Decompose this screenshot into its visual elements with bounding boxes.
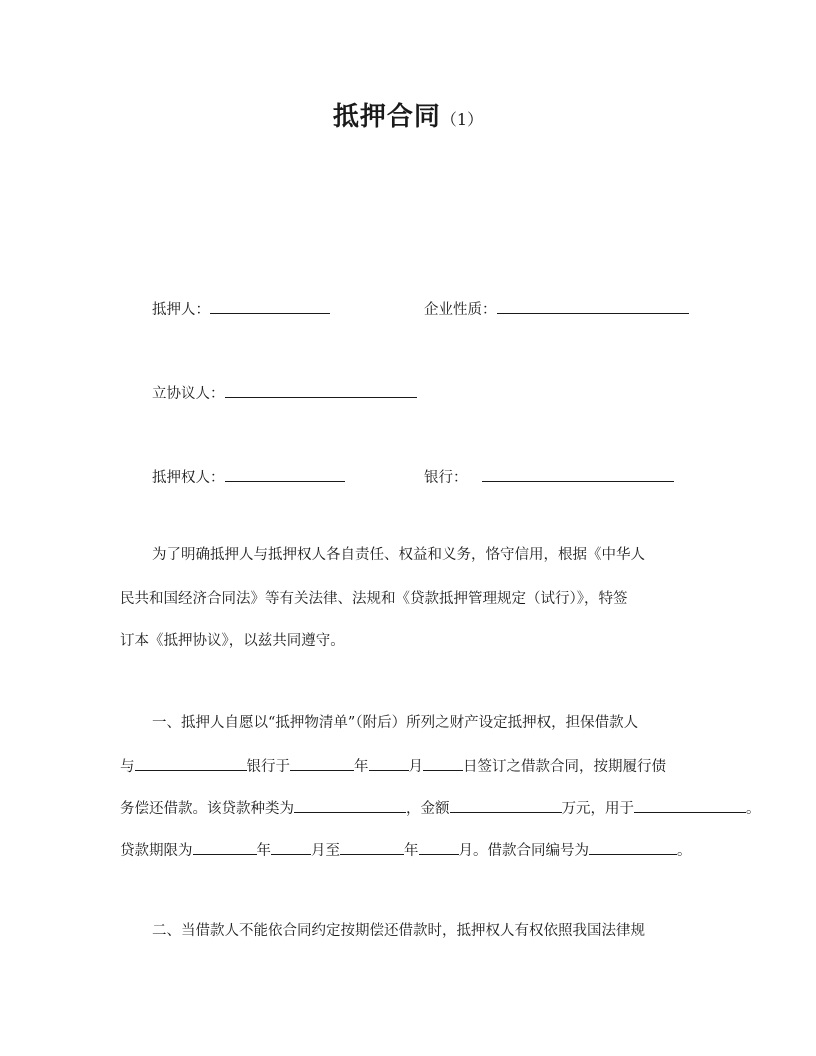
clause1-line-4	[120, 839, 692, 861]
bank-label: 银行：	[424, 470, 468, 486]
end-month-blank	[419, 839, 459, 855]
start-year-blank	[193, 839, 257, 855]
mortgagee-label: 抵押权人：	[152, 470, 225, 486]
party-label: 立协议人：	[152, 386, 225, 402]
year-blank	[290, 755, 354, 771]
text-month-to: 月至	[311, 843, 340, 859]
contract-no-blank	[589, 839, 677, 855]
text-with: 与	[120, 759, 135, 775]
start-month-blank	[271, 839, 311, 855]
text-contract-no: 月。借款合同编号为	[458, 843, 589, 859]
text-month: 月	[408, 759, 423, 775]
text-period: 。	[746, 801, 761, 817]
bank-blank	[482, 466, 674, 482]
mortgagor-field	[152, 298, 330, 320]
enterprise-field	[424, 298, 689, 320]
title-suffix: （1）	[440, 110, 484, 129]
title-main: 抵押合同	[332, 102, 441, 132]
text-year: 年	[256, 843, 271, 859]
mortgagor-blank	[210, 298, 330, 314]
preamble-line-3: 订本《抵押协议》，以兹共同遵守。	[120, 633, 345, 649]
day-blank	[423, 755, 463, 771]
preamble-line-2: 民共和国经济合同法》等有关法律、法规和《贷款抵押管理规定（试行）》，特签	[120, 591, 628, 607]
text-bank-on: 银行于	[246, 759, 290, 775]
mortgagor-label: 抵押人：	[152, 302, 210, 318]
enterprise-blank	[497, 298, 689, 314]
text-term: 贷款期限为	[120, 843, 193, 859]
party-blank	[225, 382, 417, 398]
clause1-line-3	[120, 797, 761, 819]
bank-field	[424, 466, 674, 488]
purpose-blank	[634, 797, 746, 813]
clause2-line-1: 二、当借款人不能依合同约定按期偿还借款时，抵押权人有权依照我国法律规	[152, 923, 645, 939]
mortgagee-blank	[225, 466, 345, 482]
mortgagee-field	[152, 466, 345, 488]
text-loan-type: 务偿还借款。该贷款种类为	[120, 801, 294, 817]
month-blank	[369, 755, 409, 771]
amount-blank	[450, 797, 562, 813]
text-year: 年	[404, 843, 419, 859]
text-period: 。	[677, 843, 692, 859]
party-field	[152, 382, 417, 404]
end-year-blank	[340, 839, 404, 855]
clause1-line-2	[120, 755, 666, 777]
text-year: 年	[354, 759, 369, 775]
enterprise-label: 企业性质：	[424, 302, 497, 318]
borrower-blank	[135, 755, 247, 771]
preamble-line-1: 为了明确抵押人与抵押权人各自责任、权益和义务，恪守信用，根据《中华人	[152, 547, 645, 563]
document-title	[0, 96, 816, 133]
clause1-line-1: 一、抵押人自愿以“抵押物清单”（附后）所列之财产设定抵押权，担保借款人	[152, 715, 639, 731]
text-day-signed: 日签订之借款合同，按期履行债	[463, 759, 666, 775]
text-amount: ，金额	[406, 801, 450, 817]
text-purpose: 万元，用于	[561, 801, 634, 817]
loan-type-blank	[294, 797, 406, 813]
